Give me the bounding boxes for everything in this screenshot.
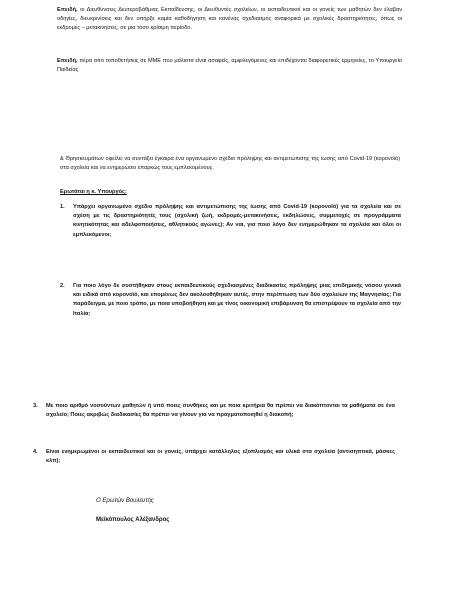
signature-title: Ο Ερωτών Βουλευτής bbox=[96, 498, 154, 504]
question-text: Υπάρχει οργανωμένο σχέδιο πρόληψης και αντιμετώπισης της ίωσης από Covid-19 (κορονοϊό) για τα σχολεία και σε σχέση με τις δραστηριότητές τους (σχολική ζωή, εκδρομές-μετακινήσεις, εκδηλώσεις, συμμετοχές σε προγράμματα κινητικότητας και αδελφοποιήσεις, αθλητικούς αγώνες); Αν ναι, για ποιο λόγο δεν ενημερώθηκαν τα σχολεία και όλοι οι εμπλεκόμενοι; bbox=[73, 204, 401, 238]
questions-heading-text: Ερωτάται η κ. Υπουργός: bbox=[60, 189, 127, 195]
page3-question-3 bbox=[33, 402, 395, 420]
question-text: Με ποιο αριθμό νοσούντων μαθητών ή υπό ποιες συνθήκες και με ποια κριτήρια θα πρέπει να διακόπτονται τα μαθήματα σε ένα σχολείο; Ποιες ακριβώς διαδικασίες θα πρέπει να γίνουν για να πραγματοποιηθεί η διακοπή; bbox=[46, 403, 395, 419]
question-number: 4. bbox=[33, 449, 38, 455]
question-item bbox=[33, 402, 395, 420]
signature-name: Μεϊκόπουλος Αλέξανδρος bbox=[96, 517, 170, 523]
question-text: Για ποιο λόγο δε συστήθηκαν στους εκπαιδευτικούς σχεδιασμένες διαδικασίες πρόληψης μιας επιδημικής νόσου γενικά και ειδικά από κορονοϊό, και επομένως δεν ακολουθήθηκαν αυτές, στην περίπτωση των δύο σχολείων της Μαγνησίας; Για παράδειγμα, με ποιο τρόπο, με ποια υποβοήθηση και με τίνος οικονομική επιβάρυνση θα επιστρέψουν τα σχολεία από την Ιταλία; bbox=[73, 283, 401, 317]
intro-text: & Θρησκευμάτων οφείλει να συντάξει έγκαιρα ένα οργανωμένο σχέδιο πρόληψης και αντιμετώπισης της ίωσης από Covid-19 (κορονοϊό) στα σχολεία και να ενημερώσει επαρκώς τους εμπλεκομένους. bbox=[60, 156, 400, 172]
page2-question-2 bbox=[60, 282, 401, 319]
page3-question-4 bbox=[33, 448, 395, 466]
page2-question-1 bbox=[60, 203, 401, 240]
question-item bbox=[33, 448, 395, 466]
paragraph-text: οι Διευθύνσεις Δευτεροβάθμιας Εκπαίδευσης, οι Διευθυντές σχολείων, οι εκπαιδευτικοί και οι γονείς των μαθητών δεν έλαβαν οδηγίες, διευκρινίσεις και δεν υπήρξε καμία καθοδήγηση και κανένας σχεδιασμός αναφορικά με σχολικές δραστηριότητες, όπως οι εκδρομές – μετακινήσεις, σε μια τόσο κρίσιμη περίοδο. bbox=[57, 7, 402, 32]
question-text: Είναι ενημερωμένοι οι εκπαιδευτικοί και οι γονείς, υπάρχει κατάλληλος εξοπλισμός και υλικά στα σχολεία (αντισηπτικά, μάσκες κλπ); bbox=[46, 449, 395, 465]
page1-paragraph-1 bbox=[57, 6, 402, 34]
paragraph-lead: Επειδή, bbox=[57, 7, 78, 13]
question-number: 1. bbox=[60, 204, 65, 210]
questions-heading bbox=[60, 188, 260, 197]
page1-paragraph-2 bbox=[57, 57, 402, 75]
question-item bbox=[60, 203, 401, 240]
question-number: 2. bbox=[60, 283, 65, 289]
paragraph-text: πέρα από τοποθετήσεις σε ΜΜΕ που μάλιστα είναι ασαφείς, αμφιλεγόμενες και επιδέχονται διαφορετικές ερμηνείες, το Υπουργείο Παιδείας bbox=[57, 58, 402, 74]
page2-intro bbox=[60, 155, 400, 173]
paragraph-lead: Επειδή, bbox=[57, 58, 78, 64]
question-item bbox=[60, 282, 401, 319]
question-number: 3. bbox=[33, 403, 38, 409]
